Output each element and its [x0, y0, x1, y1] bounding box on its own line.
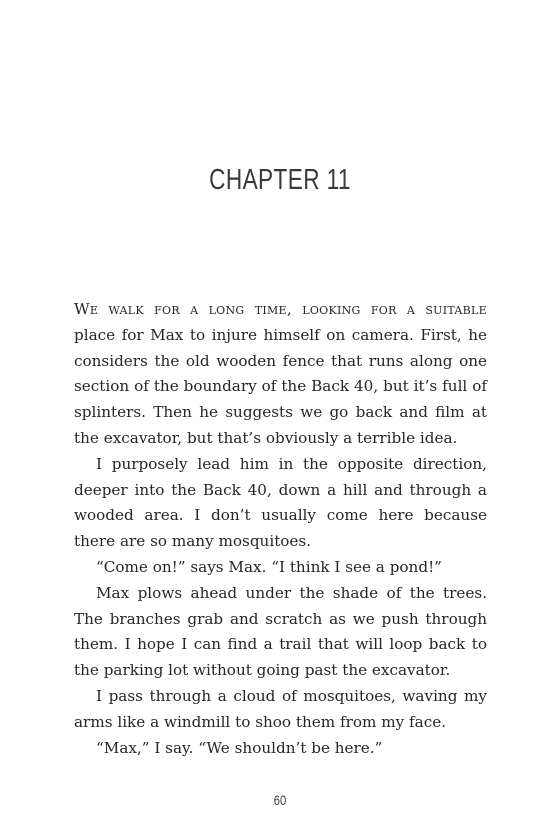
paragraph-text: place for Max to injure himself on camera. First, he considers the old wooden fence that runs along one section of the boundary of the Back 40, but it’s full of splinters. Then he suggests we go back and film at the excavator, but that’s obviously a terrible idea.: [74, 325, 487, 447]
paragraph-5: I pass through a cloud of mosquitoes, waving my arms like a windmill to shoo them from my face.: [74, 686, 487, 731]
paragraph-4: Max plows ahead under the shade of the trees. The branches grab and scratch as we push through them. I hope I can find a trail that will loop back to the parking lot without going past the excavator.: [74, 583, 487, 680]
paragraph-1: [74, 297, 487, 452]
page-number: 60: [273, 792, 287, 808]
paragraph-lead-in: We walk for a long time, looking for a suitable: [74, 300, 487, 318]
paragraph-3: “Come on!” says Max. “I think I see a pond!”: [96, 557, 442, 576]
paragraph-2: I purposely lead him in the opposite direction, deeper into the Back 40, down a hill and through a wooded area. I don’t usually come here because there are so many mosquitoes.: [74, 454, 487, 551]
chapter-body: [74, 297, 487, 761]
chapter-title: CHAPTER 11: [209, 164, 351, 196]
paragraph-6: “Max,” I say. “We shouldn’t be here.”: [96, 738, 383, 757]
